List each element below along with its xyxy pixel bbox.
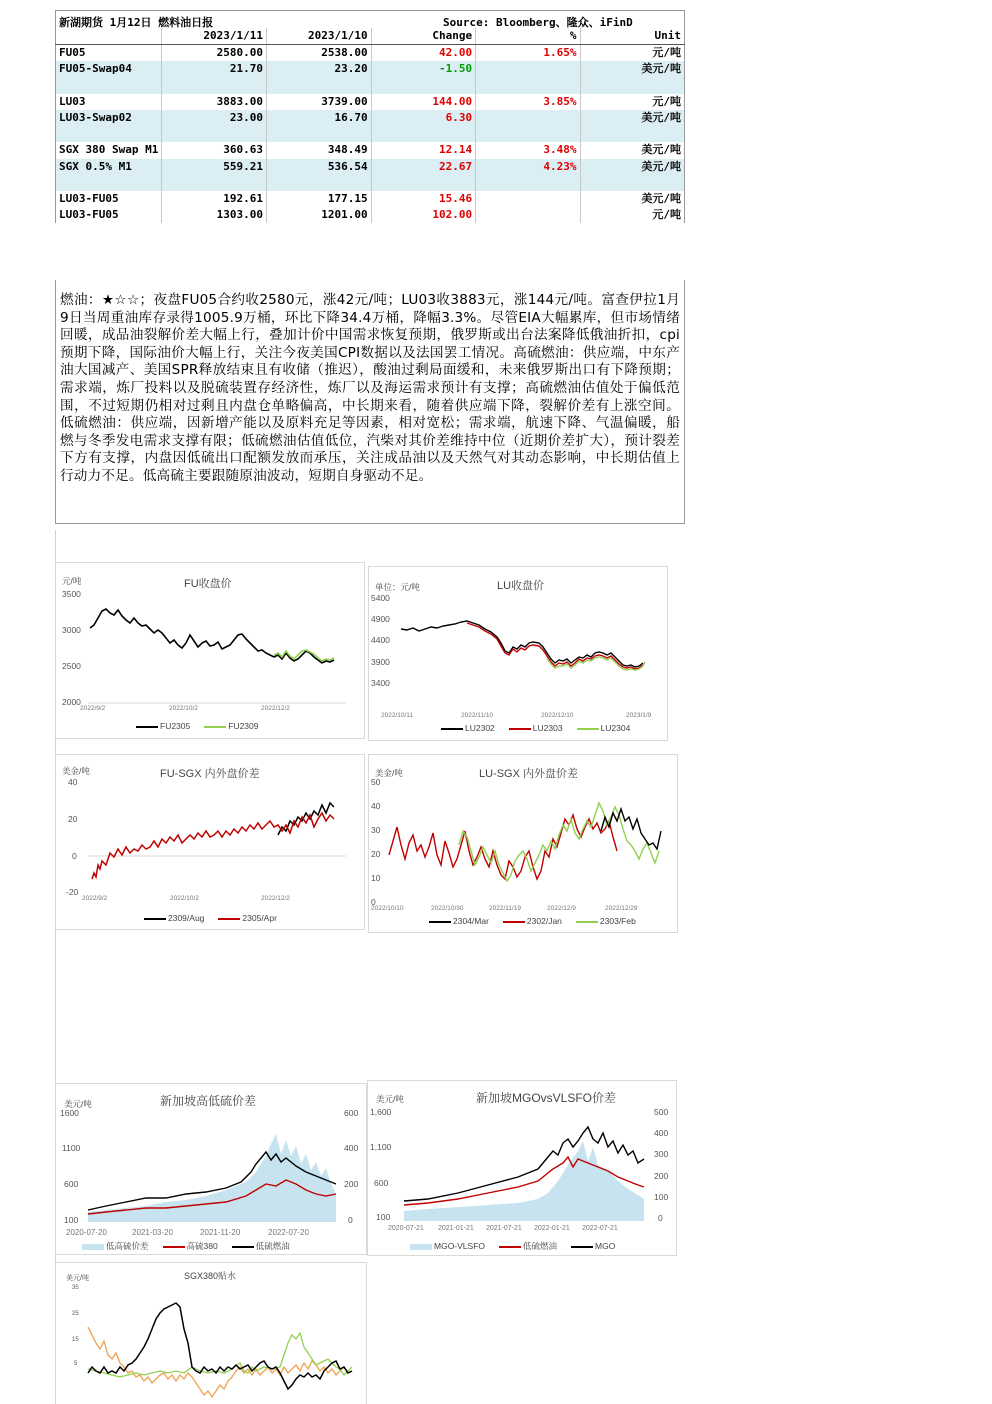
chart-plot [56, 1263, 366, 1404]
chart-legend [82, 1240, 290, 1252]
x-tick: 2022/11/10 [461, 712, 494, 719]
cell-v2: 2538.00 [266, 45, 371, 62]
y-tick: 3500 [62, 589, 81, 599]
cell-unit: 美元/吨 [580, 191, 685, 207]
cell-name: LU03 [56, 94, 162, 110]
cell-name: SGX 380 Swap M1 [56, 142, 162, 158]
table-spacer-row [56, 78, 685, 94]
cell-v2 [266, 78, 371, 94]
cell-name: SGX 0.5% M1 [56, 159, 162, 175]
cell-name: FU05 [56, 45, 162, 62]
x-tick: 2022/10/30 [431, 905, 464, 912]
y-tick-right: 100 [654, 1192, 669, 1202]
x-tick: 2022-07-20 [268, 1228, 309, 1237]
x-tick: 2022/11/19 [489, 905, 522, 912]
cell-chg: -1.50 [371, 61, 475, 77]
legend-item: LU2304 [577, 723, 631, 733]
x-tick: 2022/12/2 [261, 705, 290, 712]
chart-lu-close [368, 566, 668, 741]
series-mgo-vlsfo-area [404, 1141, 644, 1221]
y-tick: 1100 [62, 1143, 81, 1153]
cell-v1 [162, 175, 267, 191]
x-tick: 2021-03-20 [132, 1228, 173, 1237]
series-fu2309 [274, 650, 334, 661]
x-tick: 2022/10/11 [381, 712, 414, 719]
x-tick: 2022/10/10 [371, 905, 404, 912]
y-tick: 40 [68, 777, 78, 787]
y-tick: 2500 [62, 661, 81, 671]
series-2305-apr [92, 813, 334, 879]
cell-name: LU03-Swap02 [56, 110, 162, 126]
legend-item: 低硫燃油 [499, 1240, 557, 1252]
legend-item: FU2305 [136, 721, 190, 731]
cell-v1: 559.21 [162, 159, 267, 175]
legend-item: 高硫380 [163, 1240, 218, 1252]
legend-item: 2304/Mar [429, 916, 489, 926]
y-tick: 3400 [371, 678, 390, 688]
cell-unit: 元/吨 [580, 94, 685, 110]
commentary-box [55, 280, 685, 524]
legend-item: 2303/Feb [576, 916, 636, 926]
x-tick: 2020-07-21 [388, 1225, 424, 1232]
column-header: 2023/1/11 [162, 28, 267, 45]
cell-v2: 16.70 [266, 110, 371, 126]
cell-chg: 15.46 [371, 191, 475, 207]
cell-v1: 2580.00 [162, 45, 267, 62]
report-title: 新湖期货 1月12日 燃料油日报 [59, 16, 214, 29]
legend-item: MGO [571, 1241, 615, 1251]
y-tick: 1600 [60, 1108, 79, 1118]
legend-item: FU2309 [204, 721, 258, 731]
legend-item: LU2303 [509, 723, 563, 733]
cell-unit [580, 175, 685, 191]
cell-v2: 1201.00 [266, 207, 371, 223]
chart-hi-lo-sulfur-spread [55, 1083, 367, 1255]
y-tick: 100 [64, 1215, 79, 1225]
cell-chg: 144.00 [371, 94, 475, 110]
chart-unit: 美元/吨 [376, 1094, 404, 1104]
table-spacer-row [56, 175, 685, 191]
y-tick: 20 [371, 849, 381, 859]
y-tick: 40 [371, 801, 381, 811]
cell-v1 [162, 126, 267, 142]
table-spacer-row [56, 126, 685, 142]
chart-legend [441, 723, 630, 733]
legend-item: LU2302 [441, 723, 495, 733]
chart-title: LU收盘价 [497, 580, 545, 592]
y-tick: 10 [371, 873, 381, 883]
legend-item: 低硫燃油 [232, 1240, 290, 1252]
chart-title: FU-SGX 内外盘价差 [160, 768, 260, 780]
cell-name [56, 175, 162, 191]
chart-legend [136, 721, 259, 731]
cell-pct: 4.23% [476, 159, 580, 175]
y-tick: 4400 [371, 635, 390, 645]
column-header: % [476, 28, 580, 45]
y-tick: 600 [374, 1178, 389, 1188]
table-row [56, 159, 685, 175]
y-tick-right: 300 [654, 1149, 669, 1159]
cell-unit: 元/吨 [580, 45, 685, 62]
y-tick: 100 [376, 1212, 391, 1222]
y-tick: 0 [371, 897, 376, 907]
series-2304-mar [601, 809, 661, 849]
y-tick: 3000 [62, 625, 81, 635]
x-tick: 2022-01-21 [534, 1225, 570, 1232]
x-tick: 2022/10/2 [170, 895, 199, 902]
chart-title: FU收盘价 [184, 578, 232, 590]
y-tick-right: 400 [344, 1143, 359, 1153]
table-header-row [56, 28, 685, 45]
commentary-text: 燃油：★☆☆；夜盘FU05合约收2580元，涨42元/吨；LU03收3883元，涨144元/吨。富查伊拉1月9日当周重油库存录得1005.9万桶，环比下降34.4万桶，降幅3.3%。尽管EIA大幅累库，但市场情绪回暖，成品油裂解价差大幅上行，叠加计价中国需求恢复预期，俄罗斯或出台法案降低俄油折扣，cpi预期下降，国际油价大幅上行，关注今夜美国CPI数据以及法国罢工情况。高硫燃油：供应端，中东产油大国减产、美国SPR释放结束且有收储（推迟），酸油过剩局面缓和，未来俄罗斯出口有下降预期；需求端，炼厂投料以及脱硫装置存经济性，炼厂以及海运需求预计有支撑；高硫燃油估值处于偏低范围，不过短期仍相对过剩且内盘仓单略偏高，中长期来看，随着供应端下降，裂解价差有上涨空间。低硫燃油：供应端，因新增产能以及原料充足等因素，相对宽松；需求端，航速下降、气温偏暖，船燃与冬季发电需求支撑有限；低硫燃油估值低位，汽柴对其价差维持中位（近期价差扩大），预计裂差下方有支撑，内盘因低硫出口配额发放而承压，关注成品油以及天然气对其动态影响，中长期估值上行动力不足。低高硫主要跟随原油波动，短期自身驱动不足。 [60, 292, 680, 484]
cell-pct: 3.85% [476, 94, 580, 110]
column-header: 2023/1/10 [266, 28, 371, 45]
cell-v2 [266, 126, 371, 142]
cell-v1: 3883.00 [162, 94, 267, 110]
series-orange [88, 1327, 352, 1397]
cell-v2 [266, 175, 371, 191]
report-header [55, 10, 685, 28]
x-tick: 2022/10/2 [169, 705, 198, 712]
cell-name: LU03-FU05 [56, 191, 162, 207]
cell-pct [476, 61, 580, 77]
chart-legend [429, 916, 636, 926]
series-green [88, 1333, 352, 1377]
legend-item: MGO-VLSFO [410, 1241, 485, 1251]
cell-unit: 美元/吨 [580, 110, 685, 126]
cell-pct: 3.48% [476, 142, 580, 158]
cell-unit: 元/吨 [580, 207, 685, 223]
cell-unit: 美元/吨 [580, 61, 685, 77]
y-tick-right: 400 [654, 1128, 669, 1138]
y-tick-right: 0 [658, 1213, 663, 1223]
cell-pct: 1.65% [476, 45, 580, 62]
y-tick: 1,600 [370, 1107, 392, 1117]
y-tick-right: 200 [654, 1171, 669, 1181]
cell-name [56, 78, 162, 94]
cell-v1: 360.63 [162, 142, 267, 158]
cell-v1: 23.00 [162, 110, 267, 126]
cell-unit: 美元/吨 [580, 159, 685, 175]
chart-plot [369, 567, 667, 740]
legend-item: 低高硫价差 [82, 1240, 149, 1252]
table-row [56, 207, 685, 223]
cell-pct [476, 191, 580, 207]
chart-legend [410, 1240, 615, 1252]
x-tick: 2021-11-20 [200, 1228, 241, 1237]
y-tick: 30 [371, 825, 381, 835]
x-tick: 2021-07-21 [486, 1225, 522, 1232]
series-black [88, 1303, 352, 1389]
cell-pct [476, 126, 580, 142]
y-tick: 20 [68, 814, 78, 824]
y-tick: 25 [72, 1311, 79, 1317]
table-row [56, 110, 685, 126]
chart-title: 新加坡MGOvsVLSFO价差 [476, 1091, 617, 1105]
x-tick: 2022-07-21 [582, 1225, 618, 1232]
column-header: Change [371, 28, 475, 45]
cell-chg: 6.30 [371, 110, 475, 126]
table-row [56, 94, 685, 110]
chart-unit: 单位：元/吨 [375, 582, 420, 592]
cell-pct [476, 175, 580, 191]
y-tick: 1,100 [370, 1142, 392, 1152]
cell-chg: 102.00 [371, 207, 475, 223]
cell-chg: 12.14 [371, 142, 475, 158]
x-tick: 2023/1/9 [626, 712, 652, 719]
y-tick: 50 [371, 777, 381, 787]
cell-chg [371, 175, 475, 191]
x-tick: 2022/12/10 [541, 712, 574, 719]
table-row [56, 191, 685, 207]
chart-unit: 元/吨 [62, 576, 82, 586]
chart-legend [144, 913, 277, 923]
chart-title: SGX380贴水 [184, 1271, 237, 1281]
cell-v2: 177.15 [266, 191, 371, 207]
y-tick: 15 [72, 1337, 79, 1343]
series-hilo-spread-area [88, 1134, 336, 1222]
table-row [56, 61, 685, 77]
report-source: Source: Bloomberg、隆众、iFinD [443, 16, 633, 29]
cell-pct [476, 110, 580, 126]
chart-plot [369, 755, 677, 932]
cell-chg: 42.00 [371, 45, 475, 62]
cell-v2: 536.54 [266, 159, 371, 175]
x-tick: 2020-07-20 [66, 1228, 107, 1237]
chart-unit: 美金/吨 [375, 768, 403, 778]
chart-plot [56, 1084, 366, 1254]
x-tick: 2022/9/2 [80, 705, 106, 712]
x-tick: 2022/12/2 [261, 895, 290, 902]
chart-unit: 美金/吨 [62, 766, 90, 776]
cell-name: FU05-Swap04 [56, 61, 162, 77]
chart-lu-sgx-spread [368, 754, 678, 933]
x-tick: 2022/9/2 [82, 895, 108, 902]
y-tick: -20 [66, 887, 79, 897]
cell-v2: 3739.00 [266, 94, 371, 110]
y-tick: 3900 [371, 657, 390, 667]
chart-title: LU-SGX 内外盘价差 [479, 768, 579, 780]
x-tick: 2021-01-21 [438, 1225, 474, 1232]
table-row [56, 142, 685, 158]
cell-v2: 348.49 [266, 142, 371, 158]
cell-chg [371, 126, 475, 142]
cell-v1: 21.70 [162, 61, 267, 77]
cell-chg [371, 78, 475, 94]
y-tick: 5 [74, 1361, 78, 1367]
chart-fu-sgx-spread [55, 754, 365, 930]
legend-item: 2309/Aug [144, 913, 204, 923]
y-tick-right: 200 [344, 1179, 359, 1189]
chart-unit: 美元/吨 [64, 1099, 92, 1109]
y-tick: 4900 [371, 614, 390, 624]
cell-v1: 192.61 [162, 191, 267, 207]
y-tick: 0 [72, 851, 77, 861]
y-tick: 600 [64, 1179, 79, 1189]
chart-plot [368, 1081, 676, 1255]
cell-v1 [162, 78, 267, 94]
chart-mgo-vlsfo-spread [367, 1080, 677, 1256]
cell-pct [476, 78, 580, 94]
cell-name: LU03-FU05 [56, 207, 162, 223]
cell-unit [580, 78, 685, 94]
y-tick-right: 500 [654, 1107, 669, 1117]
quote-table [55, 28, 685, 223]
y-tick-right: 600 [344, 1108, 359, 1118]
series-2302-jan [389, 815, 617, 879]
chart-plot [56, 755, 364, 929]
column-header [56, 28, 162, 45]
chart-sgx380-discount [55, 1262, 367, 1404]
chart-plot [56, 563, 364, 738]
cell-unit: 美元/吨 [580, 142, 685, 158]
cell-v1: 1303.00 [162, 207, 267, 223]
y-tick: 2000 [62, 697, 81, 707]
x-tick: 2022/12/29 [605, 905, 638, 912]
cell-chg: 22.67 [371, 159, 475, 175]
chart-title: 新加坡高低硫价差 [160, 1094, 257, 1108]
y-tick-right: 0 [348, 1215, 353, 1225]
chart-unit: 美元/吨 [66, 1275, 89, 1282]
column-header: Unit [580, 28, 685, 45]
table-row [56, 45, 685, 62]
y-tick: 5400 [371, 593, 390, 603]
chart-fu-close [55, 562, 365, 739]
cell-pct [476, 207, 580, 223]
legend-item: 2305/Apr [218, 913, 277, 923]
cell-unit [580, 126, 685, 142]
y-tick: 35 [72, 1285, 79, 1291]
x-tick: 2022/12/9 [547, 905, 576, 912]
cell-name [56, 126, 162, 142]
cell-v2: 23.20 [266, 61, 371, 77]
legend-item: 2302/Jan [503, 916, 562, 926]
